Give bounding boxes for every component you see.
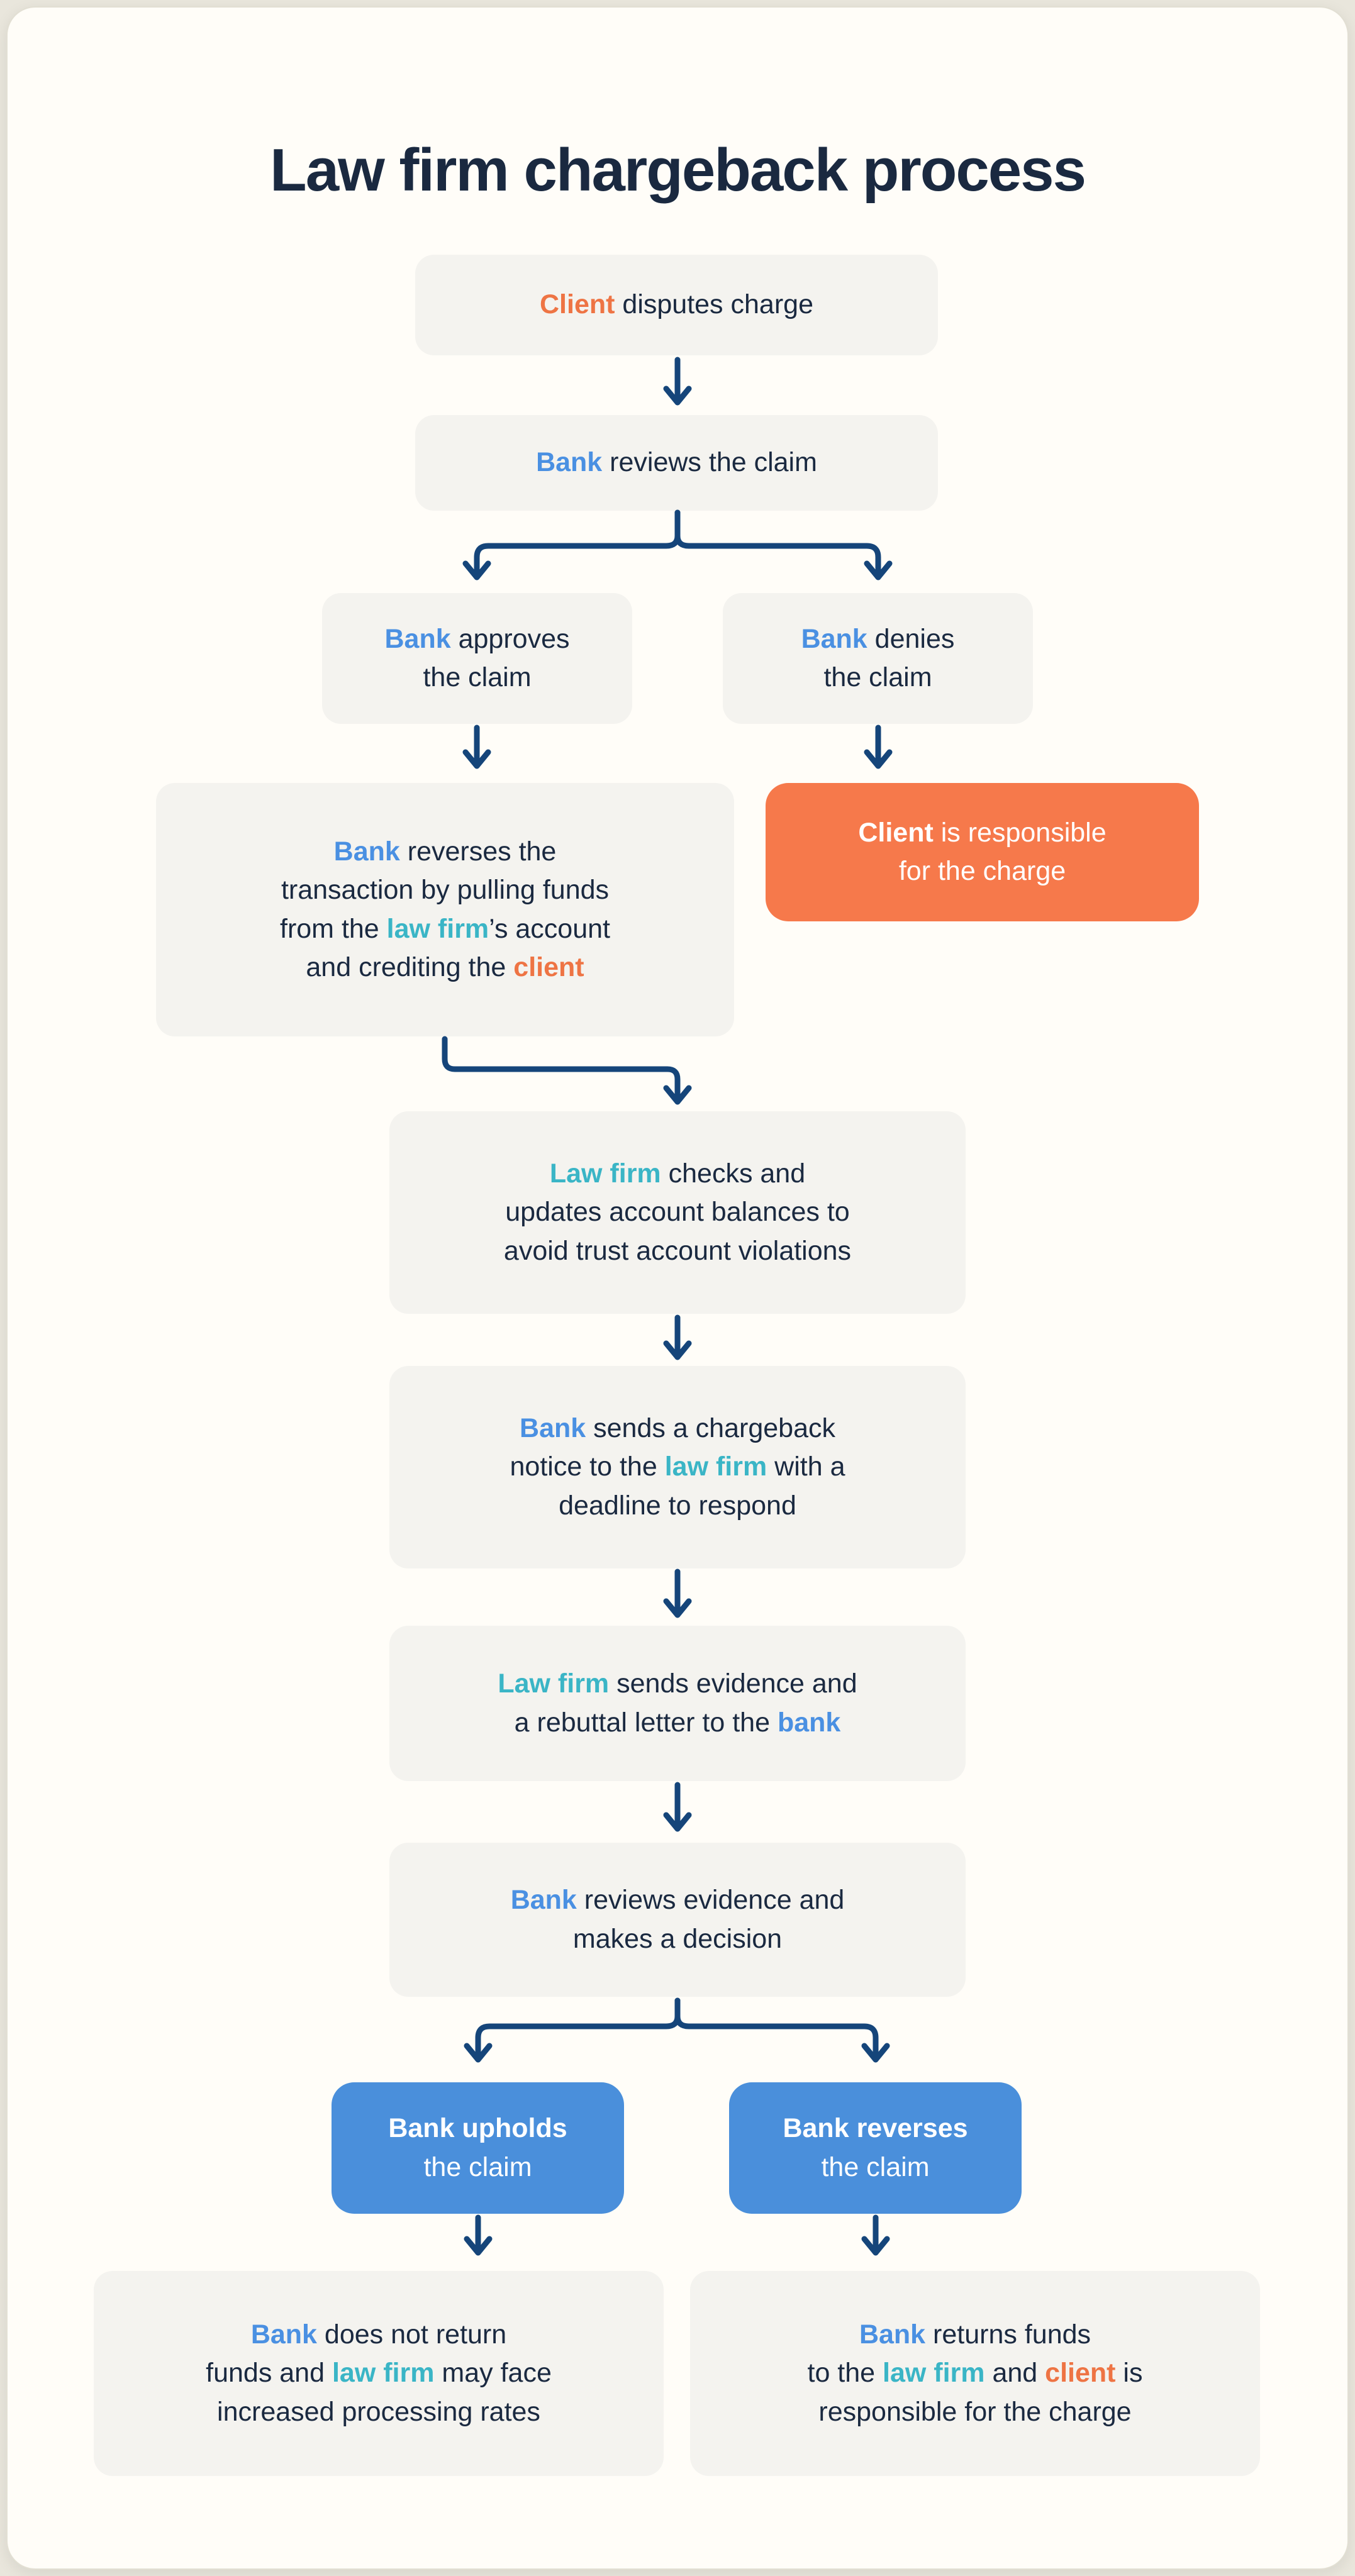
node-lawfirm-checks-balances: Law firm checks and updates account balances to avoid trust account violations xyxy=(389,1111,966,1314)
node-lawfirm-sends-evidence: Law firm sends evidence and a rebuttal letter to the bank xyxy=(389,1626,966,1781)
node-client-responsible: Client is responsible for the charge xyxy=(766,783,1199,921)
node-bank-sends-notice: Bank sends a chargeback notice to the law firm with a deadline to respond xyxy=(389,1366,966,1568)
node-bank-upholds-claim: Bank upholds the claim xyxy=(332,2082,624,2214)
page-title: Law firm chargeback process xyxy=(270,136,1085,204)
node-bank-reverses-transaction: Bank reverses the transaction by pulling funds from the law firm’s account and crediting the client xyxy=(156,783,734,1036)
node-bank-reviews-claim: Bank reviews the claim xyxy=(415,415,938,511)
node-bank-does-not-return: Bank does not return funds and law firm may face increased processing rates xyxy=(94,2271,664,2476)
node-bank-returns-funds: Bank returns funds to the law firm and client is responsible for the charge xyxy=(690,2271,1260,2476)
node-client-disputes-charge: Client disputes charge xyxy=(415,255,938,355)
node-bank-reviews-evidence: Bank reviews evidence and makes a decision xyxy=(389,1843,966,1997)
node-bank-approves-claim: Bank approves the claim xyxy=(322,593,632,724)
node-bank-denies-claim: Bank denies the claim xyxy=(723,593,1033,724)
node-bank-reverses-claim: Bank reverses the claim xyxy=(729,2082,1022,2214)
